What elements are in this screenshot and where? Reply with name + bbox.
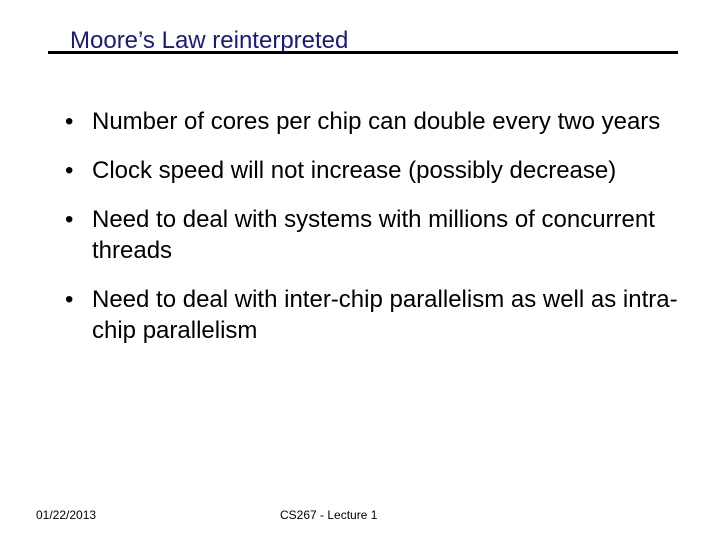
- footer-date: 01/22/2013: [36, 508, 97, 522]
- bullet-symbol: •: [65, 108, 74, 135]
- title-underline: [48, 51, 678, 54]
- slide-title: Moore’s Law reinterpreted: [70, 27, 349, 54]
- bullet-list: [62, 106, 692, 364]
- bullet-text: Number of cores per chip can double every two years: [92, 108, 661, 135]
- bullet-symbol: •: [65, 157, 74, 184]
- bullet-symbol: •: [65, 286, 74, 313]
- bullet-text: Need to deal with systems with millions of concurrent threads: [92, 206, 655, 264]
- bullet-item-clock-speed: [62, 155, 692, 186]
- footer-lecture-label: CS267 - Lecture 1: [280, 508, 378, 522]
- bullet-item-parallelism: [62, 284, 692, 346]
- bullet-item-cores: [62, 106, 692, 137]
- bullet-item-threads: [62, 204, 692, 266]
- bullet-text: Need to deal with inter-chip parallelism as well as intra-chip parallelism: [92, 286, 678, 344]
- bullet-text: Clock speed will not increase (possibly decrease): [92, 157, 617, 184]
- bullet-symbol: •: [65, 206, 74, 233]
